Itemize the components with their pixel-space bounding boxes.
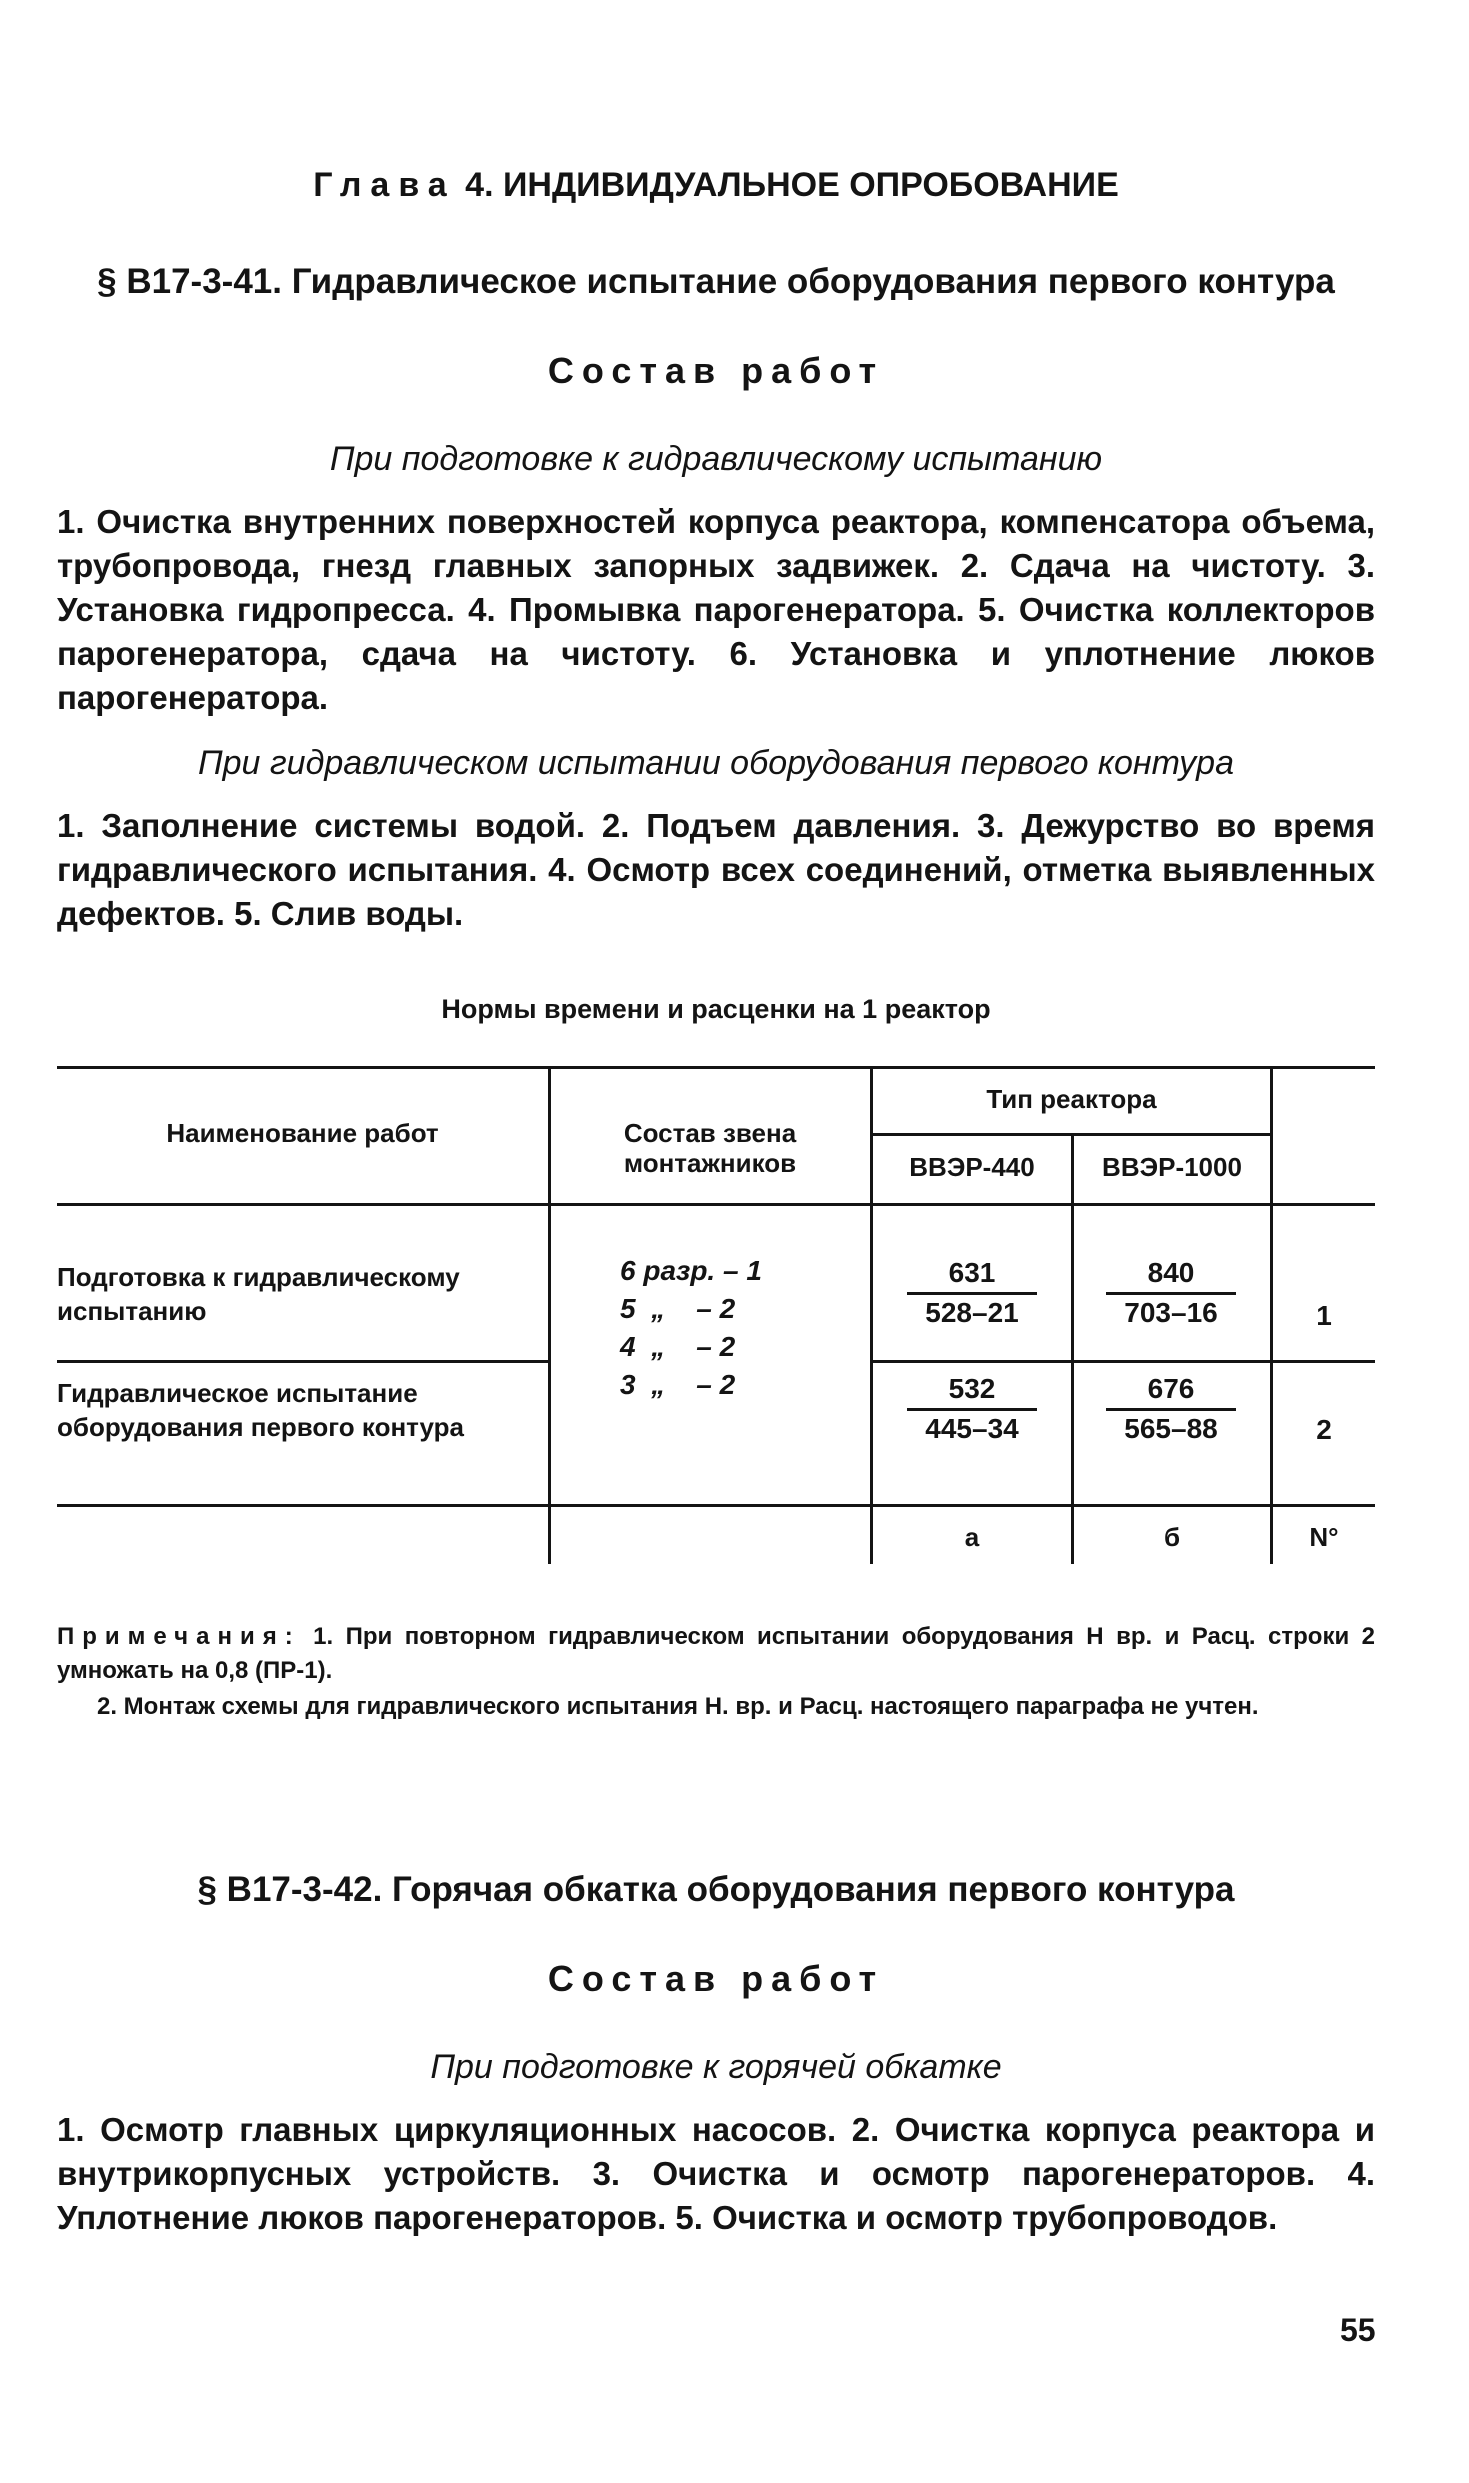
note-2: 2. Монтаж схемы для гидравлического испытания Н. вр. и Расц. настоящего параграфа не учтен. [97, 1693, 1259, 1720]
header-vver-440: ВВЭР-440 [909, 1152, 1035, 1182]
crew-line-3: 4 „ – 2 [620, 1331, 736, 1362]
note-1 [57, 1620, 1375, 1688]
row-2-vver-1000-price: 565–88 [1124, 1413, 1218, 1444]
crew-composition [620, 1252, 762, 1404]
row-2-vver-440-norm: 532 [907, 1372, 1037, 1411]
row-2-vver-1000-value [1106, 1372, 1236, 1447]
chapter-prefix: Глава [313, 166, 456, 204]
section-2-subheading-1: При подготовке к горячей обкатке [430, 2048, 1002, 2086]
section-1-paragraph-2: 1. Заполнение системы водой. 2. Подъем давления. 3. Дежурство во время гидравлического испытания. 4. Осмотр всех соединений, отметка выявленных дефектов. 5. Слив воды. [57, 807, 1375, 932]
table-header-rule [57, 1203, 1375, 1206]
note-1-text: 1. При повторном гидравлическом испытании оборудования Н вр. и Расц. строки 2 умножать на 0,8 (ПР-1). [57, 1623, 1375, 1684]
chapter-heading [57, 166, 1375, 205]
row-1-vver-440-value [907, 1256, 1037, 1331]
row-1-vver-440-price: 528–21 [925, 1297, 1019, 1328]
row-1-vver-1000-value [1106, 1256, 1236, 1331]
row-1-work-name: Подготовка к гидравлическому испытанию [57, 1262, 460, 1326]
header-reactor-type: Тип реактора [986, 1084, 1157, 1114]
section-1-title: § В17-3-41. Гидравлическое испытание оборудования первого контура [97, 262, 1335, 301]
table-vline-1 [548, 1068, 551, 1564]
crew-line-2: 5 „ – 2 [620, 1293, 736, 1324]
crew-line-1: 6 разр. – 1 [620, 1255, 762, 1286]
header-crew: Состав звена монтажников [623, 1118, 797, 1178]
footer-col-a: а [964, 1522, 980, 1552]
section-2-title: § В17-3-42. Горячая обкатка оборудования первого контура [197, 1870, 1235, 1909]
section-1-paragraph-1: 1. Очистка внутренних поверхностей корпуса реактора, компенсатора объема, трубопровода, гнезд главных запорных задвижек. 2. Сдача на чистоту. 3. Установка гидропресса. 4. Промывка парогенератора. 5. Очистка коллекторов парогенератора, сдача на чистоту. 6. Установка и уплотнение люков парогенератора. [57, 503, 1375, 716]
table-title: Нормы времени и расценки на 1 реактор [441, 994, 991, 1024]
section-1-composition-heading: Состав работ [547, 350, 885, 391]
section-2-paragraph-1: 1. Осмотр главных циркуляционных насосов. 2. Очистка корпуса реактора и внутрикорпусных устройств. 3. Очистка и осмотр парогенераторов. 4. Уплотнение люков парогенераторов. 5. Очистка и осмотр трубопроводов. [57, 2111, 1375, 2236]
footer-number-label: N° [1309, 1522, 1339, 1552]
table-vline-2 [870, 1068, 873, 1564]
row-1-vver-1000-price: 703–16 [1124, 1297, 1218, 1328]
row-1-number: 1 [1316, 1300, 1332, 1331]
section-1-subheading-2: При гидравлическом испытании оборудования первого контура [197, 744, 1234, 782]
table-row-rule-left [57, 1360, 548, 1363]
table-top-rule [57, 1066, 1375, 1069]
row-2-number: 2 [1316, 1414, 1332, 1445]
row-2-vver-440-price: 445–34 [925, 1413, 1019, 1444]
table-row-rule-right [873, 1360, 1375, 1363]
header-work-name: Наименование работ [166, 1118, 439, 1148]
row-2-work-name: Гидравлическое испытание оборудования первого контура [57, 1378, 464, 1442]
table-vline-3 [1071, 1135, 1074, 1564]
table-bottom-rule [57, 1504, 1375, 1507]
section-2-composition-heading: Состав работ [547, 1958, 885, 1999]
notes-label: Примечания: [57, 1623, 301, 1650]
section-1-subheading-1: При подготовке к гидравлическому испытанию [329, 440, 1103, 478]
row-1-vver-440-norm: 631 [907, 1256, 1037, 1295]
chapter-title: 4. ИНДИВИДУАЛЬНОЕ ОПРОБОВАНИЕ [465, 166, 1119, 204]
crew-line-4: 3 „ – 2 [620, 1369, 736, 1400]
footer-col-b: б [1163, 1522, 1181, 1552]
row-1-vver-1000-norm: 840 [1106, 1256, 1236, 1295]
header-vver-1000: ВВЭР-1000 [1102, 1152, 1242, 1182]
row-2-vver-1000-norm: 676 [1106, 1372, 1236, 1411]
page-number: 55 [1340, 2312, 1376, 2348]
row-2-vver-440-value [907, 1372, 1037, 1447]
